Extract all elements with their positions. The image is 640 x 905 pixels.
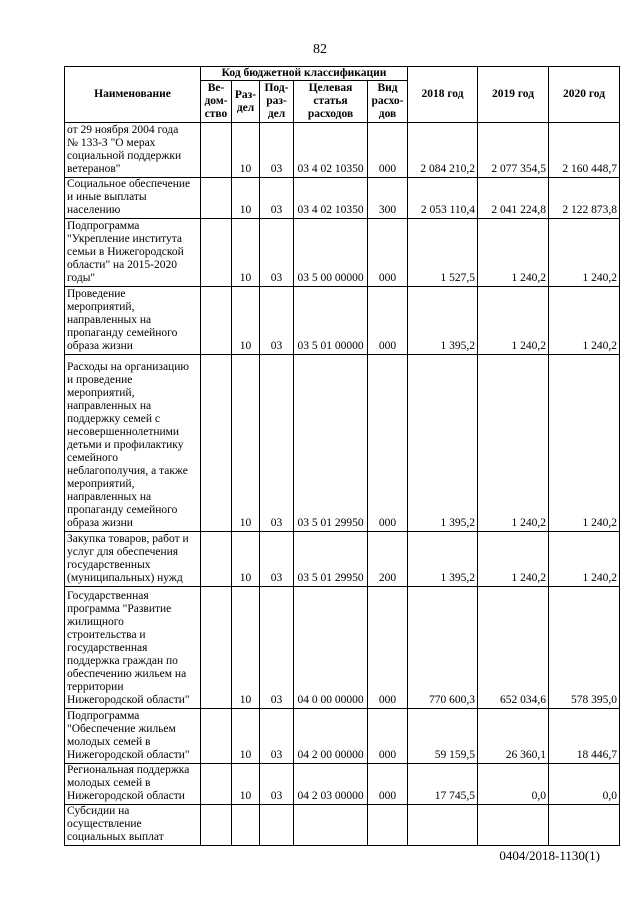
row-2020: 578 395,0 bbox=[549, 587, 620, 709]
row-podrazdel: 03 bbox=[260, 219, 294, 287]
row-vid: 000 bbox=[368, 287, 408, 355]
row-podrazdel: 03 bbox=[260, 764, 294, 805]
row-2020: 1 240,2 bbox=[549, 355, 620, 532]
row-2020: 2 122 873,8 bbox=[549, 178, 620, 219]
row-target: 03 5 00 00000 bbox=[294, 219, 368, 287]
row-2020: 1 240,2 bbox=[549, 532, 620, 587]
row-ved bbox=[201, 355, 232, 532]
row-razdel: 10 bbox=[232, 287, 260, 355]
row-podrazdel: 03 bbox=[260, 709, 294, 764]
row-2019: 2 041 224,8 bbox=[478, 178, 549, 219]
row-target bbox=[294, 805, 368, 846]
table-row bbox=[65, 587, 620, 709]
row-2019: 26 360,1 bbox=[478, 709, 549, 764]
header-2020: 2020 год bbox=[549, 67, 620, 123]
row-2020 bbox=[549, 805, 620, 846]
row-name: Закупка товаров, работ и услуг для обеспечения государственных (муниципальных) нужд bbox=[65, 532, 201, 587]
row-ved bbox=[201, 287, 232, 355]
row-2019: 1 240,2 bbox=[478, 532, 549, 587]
row-razdel: 10 bbox=[232, 219, 260, 287]
row-ved bbox=[201, 805, 232, 846]
table-body bbox=[65, 123, 620, 846]
row-razdel: 10 bbox=[232, 355, 260, 532]
row-target: 04 2 00 00000 bbox=[294, 709, 368, 764]
table-row bbox=[65, 709, 620, 764]
row-podrazdel bbox=[260, 805, 294, 846]
row-name: Расходы на организацию и проведение мероприятий, направленных на поддержку семей с несовершеннолетними детьми и профилактику семейного неблагополучия, а также мероприятий, направленных на пропаганду семейного образа жизни bbox=[65, 355, 201, 532]
row-2019: 652 034,6 bbox=[478, 587, 549, 709]
row-2018: 59 159,5 bbox=[408, 709, 478, 764]
header-code-group: Код бюджетной классификации bbox=[201, 67, 408, 81]
row-podrazdel: 03 bbox=[260, 355, 294, 532]
row-ved bbox=[201, 587, 232, 709]
row-podrazdel: 03 bbox=[260, 532, 294, 587]
header-vid: Вид расхо- дов bbox=[368, 81, 408, 123]
page-number: 82 bbox=[313, 42, 327, 57]
table-row bbox=[65, 219, 620, 287]
row-ved bbox=[201, 178, 232, 219]
row-ved bbox=[201, 123, 232, 178]
row-razdel bbox=[232, 805, 260, 846]
table-row bbox=[65, 178, 620, 219]
row-vid: 000 bbox=[368, 587, 408, 709]
table-row bbox=[65, 123, 620, 178]
row-vid: 000 bbox=[368, 219, 408, 287]
row-razdel: 10 bbox=[232, 764, 260, 805]
row-podrazdel: 03 bbox=[260, 178, 294, 219]
row-razdel: 10 bbox=[232, 532, 260, 587]
row-2020: 18 446,7 bbox=[549, 709, 620, 764]
table-row bbox=[65, 287, 620, 355]
row-ved bbox=[201, 532, 232, 587]
header-razdel: Раз- дел bbox=[232, 81, 260, 123]
row-target: 03 5 01 29950 bbox=[294, 532, 368, 587]
row-vid: 000 bbox=[368, 764, 408, 805]
row-podrazdel: 03 bbox=[260, 287, 294, 355]
row-target: 03 5 01 00000 bbox=[294, 287, 368, 355]
row-2020: 1 240,2 bbox=[549, 287, 620, 355]
row-razdel: 10 bbox=[232, 709, 260, 764]
row-name: Подпрограмма "Обеспечение жильем молодых семей в Нижегородской области" bbox=[65, 709, 201, 764]
row-vid: 000 bbox=[368, 123, 408, 178]
row-name: Социальное обеспечение и иные выплаты населению bbox=[65, 178, 201, 219]
row-name: Региональная поддержка молодых семей в Нижегородской области bbox=[65, 764, 201, 805]
document-code: 0404/2018-1130(1) bbox=[499, 848, 600, 863]
table-header bbox=[65, 67, 620, 123]
row-2019: 1 240,2 bbox=[478, 287, 549, 355]
row-razdel: 10 bbox=[232, 178, 260, 219]
row-2019: 1 240,2 bbox=[478, 219, 549, 287]
row-name: Субсидии на осуществление социальных выплат bbox=[65, 805, 201, 846]
row-name: от 29 ноября 2004 года № 133-З "О мерах социальной поддержки ветеранов" bbox=[65, 123, 201, 178]
row-ved bbox=[201, 764, 232, 805]
row-2018: 1 527,5 bbox=[408, 219, 478, 287]
row-2018: 1 395,2 bbox=[408, 532, 478, 587]
row-ved bbox=[201, 709, 232, 764]
row-vid: 300 bbox=[368, 178, 408, 219]
header-vedomstvo: Ве- дом- ство bbox=[201, 81, 232, 123]
row-vid: 000 bbox=[368, 709, 408, 764]
row-name: Проведение мероприятий, направленных на пропаганду семейного образа жизни bbox=[65, 287, 201, 355]
row-2020: 2 160 448,7 bbox=[549, 123, 620, 178]
row-2018: 1 395,2 bbox=[408, 355, 478, 532]
header-2019: 2019 год bbox=[478, 67, 549, 123]
row-target: 04 0 00 00000 bbox=[294, 587, 368, 709]
row-2019 bbox=[478, 805, 549, 846]
row-2020: 1 240,2 bbox=[549, 219, 620, 287]
row-2019: 0,0 bbox=[478, 764, 549, 805]
row-name: Государственная программа "Развитие жилищного строительства и государственная поддержка граждан по обеспечению жильем на территории Нижегородской области" bbox=[65, 587, 201, 709]
row-podrazdel: 03 bbox=[260, 587, 294, 709]
row-target: 04 2 03 00000 bbox=[294, 764, 368, 805]
row-razdel: 10 bbox=[232, 123, 260, 178]
budget-table bbox=[64, 66, 620, 846]
header-2018: 2018 год bbox=[408, 67, 478, 123]
row-podrazdel: 03 bbox=[260, 123, 294, 178]
row-vid: 200 bbox=[368, 532, 408, 587]
row-2018: 2 084 210,2 bbox=[408, 123, 478, 178]
table-row bbox=[65, 355, 620, 532]
table-row bbox=[65, 532, 620, 587]
table-row bbox=[65, 805, 620, 846]
row-name: Подпрограмма "Укрепление института семьи в Нижегородской области" на 2015-2020 годы" bbox=[65, 219, 201, 287]
header-podrazdel: Под- раз- дел bbox=[260, 81, 294, 123]
row-2019: 2 077 354,5 bbox=[478, 123, 549, 178]
row-vid: 000 bbox=[368, 355, 408, 532]
header-target: Целевая статья расходов bbox=[294, 81, 368, 123]
header-name: Наименование bbox=[65, 67, 201, 123]
row-target: 03 4 02 10350 bbox=[294, 178, 368, 219]
row-target: 03 5 01 29950 bbox=[294, 355, 368, 532]
row-ved bbox=[201, 219, 232, 287]
row-2018: 1 395,2 bbox=[408, 287, 478, 355]
row-vid bbox=[368, 805, 408, 846]
row-2019: 1 240,2 bbox=[478, 355, 549, 532]
row-2018 bbox=[408, 805, 478, 846]
row-2018: 770 600,3 bbox=[408, 587, 478, 709]
row-2018: 2 053 110,4 bbox=[408, 178, 478, 219]
table-row bbox=[65, 764, 620, 805]
row-target: 03 4 02 10350 bbox=[294, 123, 368, 178]
row-2018: 17 745,5 bbox=[408, 764, 478, 805]
row-razdel: 10 bbox=[232, 587, 260, 709]
row-2020: 0,0 bbox=[549, 764, 620, 805]
